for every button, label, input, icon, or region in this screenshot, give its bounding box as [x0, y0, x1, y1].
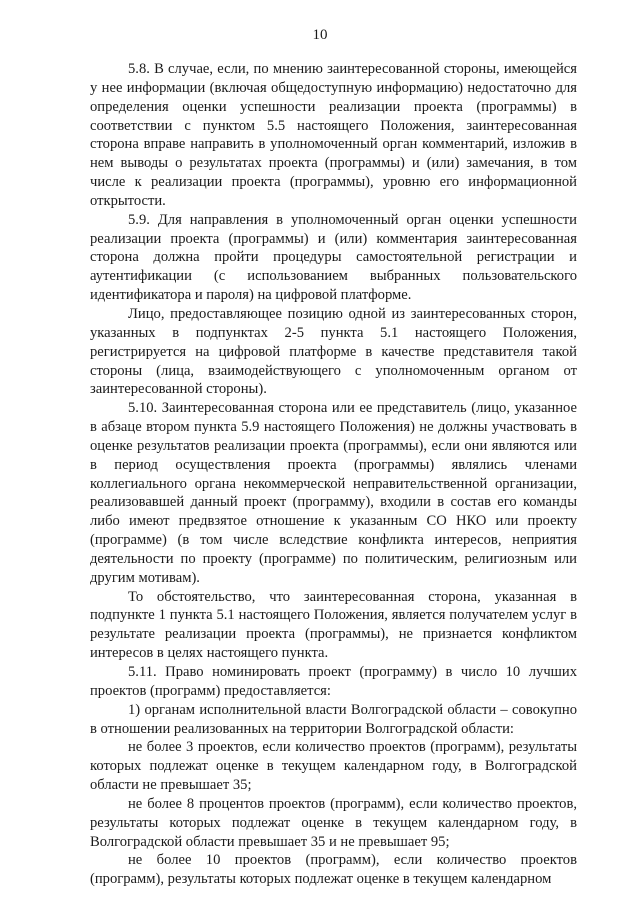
page-number: 10	[312, 27, 328, 43]
list-item-1: 1) органам исполнительной власти Волгоградской области – совокупно в отношении реализованных на территории Волгоградской области:	[90, 701, 577, 737]
paragraph-5-9-representative: Лицо, предоставляющее позицию одной из заинтересованных сторон, указанных в подпунктах 2-5 пункта 5.1 настоящего Положения, регистрируется на цифровой платформе в качестве представителя такой стороны (лица, взаимодействующего с уполномоченным органом от заинтересованной стороны).	[90, 305, 577, 398]
paragraph-5-9: 5.9. Для направления в уполномоченный орган оценки успешности реализации проекта (программы) и (или) комментария заинтересованная сторона должна пройти процедуры самостоятельной регистрации и аутентификации (с использованием выбранных пользовательского идентификатора и пароля) на цифровой платформе.	[90, 211, 577, 304]
list-subitem-3-projects: не более 3 проектов, если количество проектов (программ), результаты которых подлежат оценке в текущем календарном году, в Волгоградской области не превышает 35;	[90, 739, 577, 794]
document-body	[90, 60, 577, 889]
paragraph-5-10: 5.10. Заинтересованная сторона или ее представитель (лицо, указанное в абзаце втором пункта 5.9 настоящего Положения) не должны участвовать в оценке результатов реализации проекта (программы), если они являются или в период осуществления проекта (программы) являлись членами коллегиального органа некоммерческой неправительственной организации, реализовавшей данный проект (программу), входили в состав его команды либо имеют предвзятое отношение к указанным СО НКО или проекту (программе) (в том числе вследствие конфликта интересов, неприятия деятельности по проекту (программе) по политическим, религиозным или другим мотивам).	[90, 400, 577, 586]
paragraph-5-8: 5.8. В случае, если, по мнению заинтересованной стороны, имеющейся у нее информации (включая общедоступную информацию) недостаточно для определения оценки успешности реализации проекта (программы) в соответствии с пунктом 5.5 настоящего Положения, заинтересованная сторона вправе направить в уполномоченный орган комментарий, изложив в нем выводы о результатах проекта (программы) и (или) замечания, в том числе к реализации проекта (программы), уровню его информационной открытости.	[90, 61, 577, 209]
list-subitem-8-percent: не более 8 процентов проектов (программ), если количество проектов, результаты которых подлежат оценке в текущем календарном году, в Волгоградской области превышает 35 и не превышает 95;	[90, 795, 577, 850]
paragraph-5-10-conflict-note: То обстоятельство, что заинтересованная сторона, указанная в подпункте 1 пункта 5.1 настоящего Положения, является получателем услуг в результате реализации проекта (программы), не признается конфликтом интересов в целях настоящего пункта.	[90, 588, 577, 662]
paragraph-5-11: 5.11. Право номинировать проект (программу) в число 10 лучших проектов (программ) предоставляется:	[90, 664, 577, 699]
list-subitem-10-projects: не более 10 проектов (программ), если количество проектов (программ), результаты которых подлежат оценке в текущем календарном	[90, 852, 577, 888]
